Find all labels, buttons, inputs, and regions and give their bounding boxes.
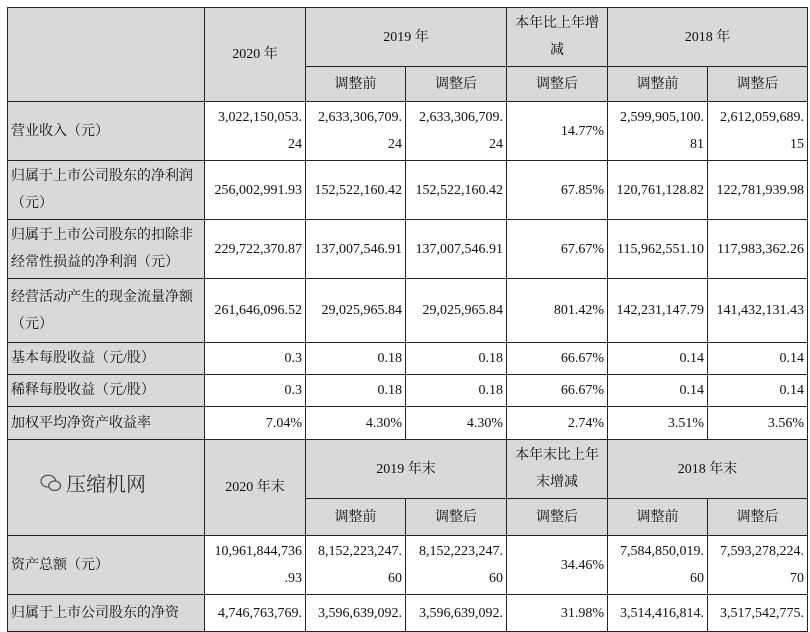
row-label: 稀释每股收益（元/股） [8, 375, 205, 407]
table-row [8, 220, 808, 279]
value-cell: 142,231,147.79 [608, 279, 708, 343]
value-cell: 7,584,850,019. 60 [608, 536, 708, 595]
value-cell: 801.42% [507, 279, 608, 343]
value-cell: 2,633,306,709. 24 [406, 102, 507, 161]
value-cell: 2,612,059,689. 15 [708, 102, 808, 161]
value-cell: 0.14 [708, 343, 808, 375]
value-cell: 66.67% [507, 343, 608, 375]
value-cell: 229,722,370.87 [205, 220, 306, 279]
value-cell: 29,025,965.84 [406, 279, 507, 343]
value-cell: 7.04% [205, 407, 306, 440]
table-row [8, 407, 808, 440]
table-row [8, 595, 808, 632]
subheader: 调整后 [406, 499, 507, 536]
value-cell: 10,961,844,736 .93 [205, 536, 306, 595]
header-2018: 2018 年末 [608, 440, 808, 499]
value-cell: 8,152,223,247. 60 [406, 536, 507, 595]
row-label: 归属于上市公司股东的扣除非经常性损益的净利润（元） [8, 220, 205, 279]
value-cell: 137,007,546.91 [306, 220, 406, 279]
value-cell: 3.51% [608, 407, 708, 440]
value-cell: 2,633,306,709. 24 [306, 102, 406, 161]
header-2020: 2020 年末 [205, 440, 306, 536]
value-cell: 3,517,542,775. [708, 595, 808, 632]
value-cell: 0.3 [205, 375, 306, 407]
value-cell: 29,025,965.84 [306, 279, 406, 343]
table-row [8, 343, 808, 375]
value-cell: 152,522,160.42 [406, 161, 507, 220]
value-cell: 0.14 [608, 343, 708, 375]
value-cell: 4.30% [406, 407, 507, 440]
row-label: 经营活动产生的现金流量净额（元） [8, 279, 205, 343]
value-cell: 0.18 [306, 343, 406, 375]
row-label: 基本每股收益（元/股） [8, 343, 205, 375]
value-cell: 3,514,416,814. [608, 595, 708, 632]
financial-table [7, 7, 808, 632]
row-label: 营业收入（元） [8, 102, 205, 161]
row-label: 加权平均净资产收益率 [8, 407, 205, 440]
row-label: 归属于上市公司股东的净资 [8, 595, 205, 632]
subheader: 调整前 [608, 499, 708, 536]
subheader: 调整后 [507, 499, 608, 536]
subheader: 调整后 [708, 67, 808, 102]
value-cell: 67.85% [507, 161, 608, 220]
value-cell: 0.14 [708, 375, 808, 407]
value-cell: 0.14 [608, 375, 708, 407]
value-cell: 256,002,991.93 [205, 161, 306, 220]
value-cell: 141,432,131.43 [708, 279, 808, 343]
row-label: 资产总额（元） [8, 536, 205, 595]
header-2019: 2019 年 [306, 8, 507, 67]
value-cell: 261,646,096.52 [205, 279, 306, 343]
wechat-icon [40, 473, 62, 493]
value-cell: 66.67% [507, 375, 608, 407]
value-cell: 137,007,546.91 [406, 220, 507, 279]
value-cell: 0.18 [306, 375, 406, 407]
value-cell: 34.46% [507, 536, 608, 595]
table-row [8, 279, 808, 343]
subheader: 调整后 [406, 67, 507, 102]
value-cell: 3.56% [708, 407, 808, 440]
header-change: 本年比上年增减 [507, 8, 608, 67]
value-cell: 0.18 [406, 343, 507, 375]
row-label: 归属于上市公司股东的净利润（元） [8, 161, 205, 220]
value-cell: 67.67% [507, 220, 608, 279]
table-row [8, 161, 808, 220]
table-row [8, 102, 808, 161]
value-cell: 7,593,278,224. 70 [708, 536, 808, 595]
value-cell: 14.77% [507, 102, 608, 161]
header-2020: 2020 年 [205, 8, 306, 102]
subheader: 调整前 [306, 67, 406, 102]
value-cell: 3,596,639,092. [306, 595, 406, 632]
value-cell: 3,022,150,053. 24 [205, 102, 306, 161]
value-cell: 8,152,223,247. 60 [306, 536, 406, 595]
value-cell: 4,746,763,769. [205, 595, 306, 632]
table-row [8, 536, 808, 595]
value-cell: 0.18 [406, 375, 507, 407]
header-2018: 2018 年 [608, 8, 808, 67]
subheader: 调整前 [608, 67, 708, 102]
value-cell: 0.3 [205, 343, 306, 375]
subheader: 调整前 [306, 499, 406, 536]
value-cell: 2,599,905,100. 81 [608, 102, 708, 161]
value-cell: 4.30% [306, 407, 406, 440]
value-cell: 31.98% [507, 595, 608, 632]
header-blank [8, 8, 205, 102]
value-cell: 2.74% [507, 407, 608, 440]
value-cell: 152,522,160.42 [306, 161, 406, 220]
value-cell: 115,962,551.10 [608, 220, 708, 279]
watermark [40, 468, 146, 497]
watermark-text: 压缩机网 [66, 472, 146, 496]
value-cell: 122,781,939.98 [708, 161, 808, 220]
value-cell: 3,596,639,092. [406, 595, 507, 632]
subheader: 调整后 [507, 67, 608, 102]
header-change: 本年末比上年末增减 [507, 440, 608, 499]
header-2019: 2019 年末 [306, 440, 507, 499]
value-cell: 120,761,128.82 [608, 161, 708, 220]
subheader: 调整后 [708, 499, 808, 536]
value-cell: 117,983,362.26 [708, 220, 808, 279]
table-row [8, 375, 808, 407]
